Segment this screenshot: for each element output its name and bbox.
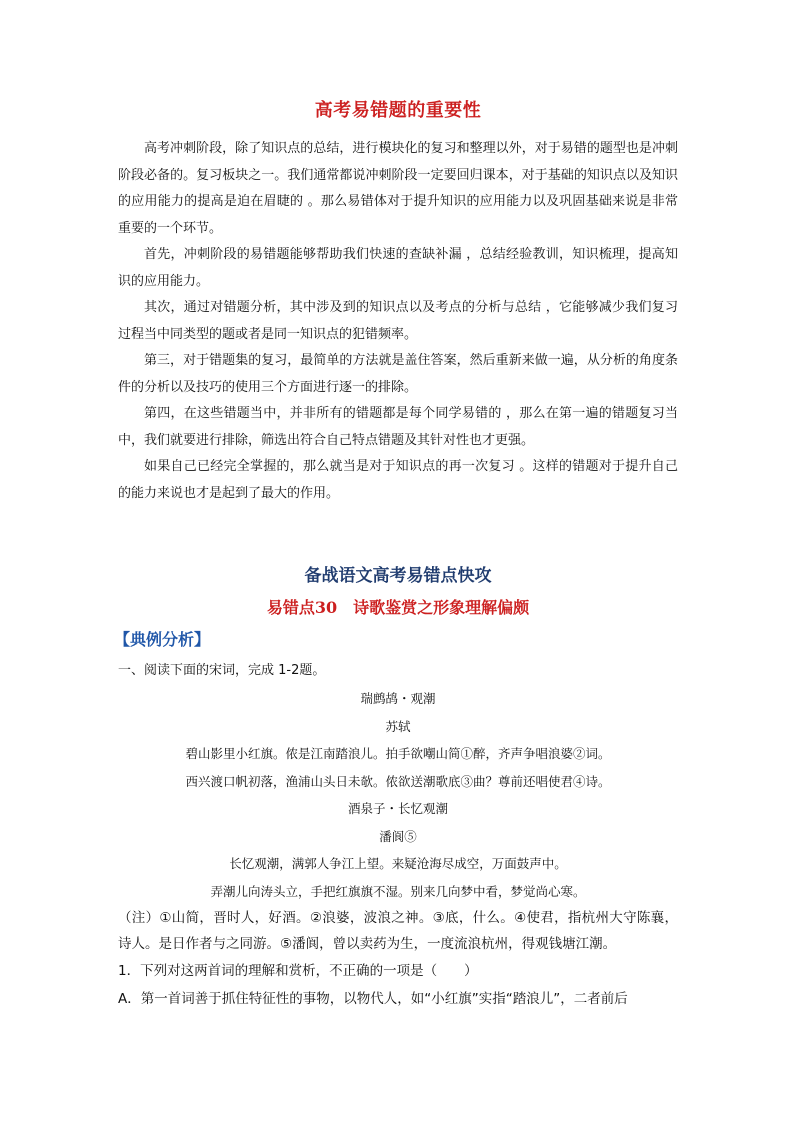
annotation-note: （注）①山简，晋时人，好酒。②浪婆，波浪之神。③底，什么。④使君，指杭州大守陈襄，诗人。是日作者与之同游。⑤潘阆，曾以卖药为生，一度流浪杭州，得观钱塘江潮。 [118, 910, 678, 952]
poem-title: 瑞鹧鸪・观潮 [360, 691, 436, 706]
question-1: 1．下列对这两首词的理解和赏析，不正确的一项是（ ） [118, 963, 478, 979]
page-title: 高考易错题的重要性 [314, 100, 482, 121]
poem-line: 碧山影里小红旗。侬是江南踏浪儿。拍手欲嘲山简①醉，齐声争唱浪婆②词。 [185, 746, 611, 761]
intro-section [118, 136, 678, 507]
intro-paragraph: 如果自己已经完全掌握的，那么就当是对于知识点的再一次复习 。这样的错题对于提升自己的能力来说也才是起到了最大的作用。 [118, 459, 678, 501]
intro-paragraph: 第四，在这些错题当中，并非所有的错题都是每个同学易错的 ，那么在第一遍的错题复习当中，我们就要进行排除，筛选出符合自己特点错题及其针对性也才更强。 [118, 406, 678, 448]
poem-line: 西兴渡口帆初落，渔浦山头日未欹。侬欲送潮歌底③曲？尊前还唱使君④诗。 [185, 773, 611, 789]
intro-paragraph: 其次，通过对错题分析，其中涉及到的知识点以及考点的分析与总结 ，它能够减少我们复习过程当中同类型的题或者是同一知识点的犯错频率。 [118, 300, 678, 342]
section-gap [118, 507, 678, 561]
example-analysis-badge: 【典例分析】 [114, 630, 211, 649]
intro-paragraph: 高考冲刺阶段，除了知识点的总结，进行模块化的复习和整理以外，对于易错的题型也是冲刺阶段必备的。复习板块之一。我们通常都说冲刺阶段一定要回归课本，对于基础的知识点以及知识的应用能力的提高是迫在眉睫的 。那么易错体对于提升知识的应用能力以及巩固基础来说是非常重要的一个环节。 [118, 141, 678, 236]
intro-paragraph: 第三，对于错题集的复习，最简单的方法就是盖住答案，然后重新来做一遍，从分析的角度条件的分析以及技巧的使用三个方面进行逐一的排除。 [118, 353, 678, 395]
question-intro: 一、阅读下面的宋词，完成 1-2题。 [118, 663, 326, 678]
option-a: A．第一首词善于抓住特征性的事物，以物代人，如“小红旗”实指“踏浪儿”，二者前后 [118, 991, 628, 1007]
document-page [114, 96, 678, 1013]
section-subtitle: 易错点30 诗歌鉴赏之形象理解偏颇 [266, 598, 530, 617]
poem-line: 长忆观潮，满郭人争江上望。来疑沧海尽成空，万面鼓声中。 [229, 856, 567, 871]
poem-author: 潘阆⑤ [379, 828, 417, 844]
poem-author: 苏轼 [385, 718, 411, 734]
section-title: 备战语文高考易错点快攻 [304, 566, 492, 586]
intro-paragraph: 首先，冲刺阶段的易错题能够帮助我们快速的查缺补漏 ，总结经验教训，知识梳理，提高知识的应用能力。 [118, 247, 678, 289]
poem-line: 弄潮儿向涛头立，手把红旗旗不湿。别来几向梦中看，梦觉尚心寒。 [210, 883, 586, 899]
poem-title: 酒泉子・长忆观潮 [347, 801, 448, 816]
